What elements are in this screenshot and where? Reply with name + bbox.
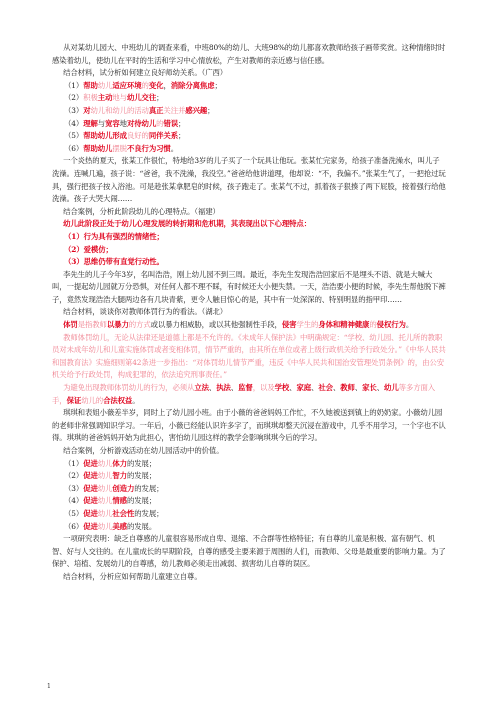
text-run: 幼儿交往 [126, 93, 157, 103]
text-run: 或以暴力相威胁，或以其他强制性手段， [150, 320, 282, 330]
item-number: （6） [64, 521, 84, 531]
text-run: ，以及 [252, 383, 275, 393]
text-run: 家长 [362, 383, 377, 393]
answer-item [52, 118, 446, 131]
answer-item [52, 458, 446, 471]
text-run: 的 [369, 320, 377, 330]
text-run: 幼儿和幼儿的活动 [90, 105, 149, 115]
question-1: 结合材料，试分析如何建立良好师幼关系。（广西） [63, 68, 228, 78]
case-paragraph-4: 教师体罚幼儿，无论从法律还是道德上都是不允许的。《未成年人保护法》中明确规定：“学校、幼儿园、托儿所的教职员对未成年幼儿和儿童实施体罚或者变相体罚，情节严重的，由其所在单位或者上级行政机关给予行政处分。”《中华人民共和国教育法》实施细则第42条进一步指出：“对体罚幼儿情节严重，违反《中华人民共和国治安管理处罚条例》的，由公安机关给予行政处罚，构成犯罪的，依法追究刑事责任。” [52, 332, 446, 380]
answer-item: （3）思维仍带有直觉行动性。 [64, 257, 164, 267]
answer-paragraph-3 [52, 319, 446, 332]
answer-item: （1）行为具有强烈的情绪性； [64, 231, 164, 241]
text-run: 、 [230, 383, 239, 393]
text-run: 促进 [83, 496, 98, 506]
text-run: 宽容 [105, 118, 120, 128]
text-run: 学生的 [296, 320, 319, 330]
text-run: 积极 [83, 93, 98, 103]
text-run: 体力 [112, 458, 127, 468]
text-run: 地与 [112, 93, 127, 103]
text-run: 错误 [163, 118, 179, 128]
text-run: ， [163, 80, 171, 90]
item-number: （3） [64, 105, 84, 115]
item-number: （2） [64, 471, 84, 481]
text-run: 促进 [83, 508, 98, 518]
text-run: 幼儿 [97, 521, 113, 531]
text-run: 家庭 [296, 383, 312, 393]
text-run: 为避免出现教师体罚幼儿的行为，必须从 [63, 383, 195, 393]
answer-item [52, 105, 446, 118]
text-run: 的发展。 [126, 521, 157, 531]
text-run: 监督 [238, 383, 253, 393]
text-run: 幼儿的 [81, 395, 104, 405]
text-run: 智力 [112, 471, 127, 481]
text-run: 学校 [274, 383, 290, 393]
text-run: 保证 [66, 395, 82, 405]
text-run: 帮助 [83, 80, 98, 90]
text-run: 情感 [112, 496, 127, 506]
text-run: 的发展； [134, 508, 164, 518]
item-number: （1） [64, 80, 84, 90]
text-run: 。 [405, 320, 414, 330]
text-run: 感兴趣 [185, 105, 208, 115]
case-paragraph-5: 琪琪和表姐小薇差半岁，同时上了幼儿园小班。由于小薇的爸爸妈妈工作忙，不久她被送到镇上的奶奶家。小薇幼儿园的老师非常强调知识学习。一年后，小薇已经能认识许多字了，而琪琪却整天沉浸在游戏中，几乎不用学习，一个字也不认得。琪琪的爸爸妈妈开始为此担心，害怕幼儿园这样的教学会影响琪琪今后的学习。 [52, 408, 446, 443]
text-run: ； [207, 105, 215, 115]
text-run: 关注并 [163, 105, 186, 115]
text-run: 消除分离焦虑 [170, 80, 215, 90]
text-run: 幼儿 [384, 383, 399, 393]
answer-item [52, 483, 446, 496]
text-run: 良好的 [126, 131, 149, 141]
text-run: 帮助幼儿 [83, 131, 113, 141]
text-run: 教师 [340, 383, 355, 393]
text-run: 身体和精神健康 [318, 320, 370, 330]
case-paragraph-3: 李先生的儿子今年3岁，名叫浩浩，刚上幼儿园不到三周。最近，李先生发现浩浩回家后不是埋头不语、就是大喊大叫，一提起幼儿园就万分恐惧，对任何人都不理不睬，有时候还大小便失禁。一天，浩浩要小便的时候，李先生帮他脱下裤子，竟然发现浩浩大腿两边各有几块青紫，更令人触目惊心的是，其中有一处深深的、特别明显的指甲印…… [52, 269, 446, 304]
text-run: 。 [132, 395, 140, 405]
text-run: 社会 [318, 383, 333, 393]
item-number: （5） [64, 131, 84, 141]
question-5: 结合案例，分析游戏活动在幼儿园活动中的价值。 [63, 446, 224, 455]
text-run: 促进 [83, 458, 98, 468]
answer-list-1 [52, 80, 446, 156]
answer-item [52, 521, 446, 534]
text-run: 、 [311, 383, 319, 393]
question-3: 结合材料，谈谈你对教师体罚行为的看法。（湖北） [63, 307, 228, 317]
text-run: 主动 [97, 93, 113, 103]
text-run: 促进 [83, 521, 98, 531]
text-run: 是指教师 [77, 320, 107, 330]
text-run: 、 [354, 383, 363, 393]
text-run: 促进 [83, 471, 98, 481]
text-run: 执法 [216, 383, 231, 393]
text-run: 的 [141, 80, 149, 90]
text-run: 幼儿 [97, 508, 113, 518]
text-run: 变化 [148, 80, 164, 90]
page-number: 1 [47, 683, 51, 690]
answer-heading-2: 幼儿此阶段正处于幼儿心理发展的转折期和危机期，其表现出以下心理特点： [63, 219, 311, 229]
text-run: 的发展； [126, 496, 157, 506]
answer-item [52, 143, 446, 156]
answer-item [52, 92, 446, 105]
text-run: 对 [83, 105, 91, 115]
item-number: （1） [64, 458, 84, 468]
item-number: （3） [64, 483, 84, 493]
answer-item [52, 130, 446, 143]
text-run: 幼儿 [97, 496, 113, 506]
text-run: 同伴关系 [148, 131, 178, 141]
text-run: ； [214, 80, 222, 90]
text-run: 以暴力 [106, 320, 129, 330]
text-run: 幼儿 [97, 80, 113, 90]
answer-item [52, 508, 446, 521]
text-run: ； [156, 93, 164, 103]
text-run: 的发展； [134, 483, 164, 493]
text-run: 、 [208, 383, 217, 393]
text-run: 真正 [148, 105, 164, 115]
item-number: （5） [64, 508, 84, 518]
answer-list-5 [52, 458, 446, 534]
text-run: 不良行为习惯 [126, 143, 171, 153]
text-run: 。 [170, 143, 178, 153]
text-run: 与 [97, 118, 106, 128]
answer-paragraph-4 [52, 382, 446, 407]
text-run: 幼儿 [97, 458, 113, 468]
text-run: 的 [156, 118, 164, 128]
case-paragraph-2: 一个炎热的夏天，张某工作很忙，特地给3岁的儿子买了一个玩具让他玩。张某忙完家务，给孩子准备洗澡水，叫儿子洗澡。连喊几遍，孩子说：“爸爸，我不洗澡，我没空。”爸爸给他讲道理，他却说：“不，我偏不。”张某生气了，一把抢过玩具，强行把孩子按入浴池。可是趁张某拿肥皂的时候，孩子跑走了。张某气不过，抓着孩子狠揍了两下屁股，接着强行给他洗澡。孩子大哭大闹…… [52, 156, 446, 204]
text-run: 体罚 [63, 320, 78, 330]
case-paragraph-6: 一项研究表明：缺乏自尊感的儿童很容易形成自卑、退缩、不合群等性格特征；有自尊的儿童是积极、富有朝气、机智、好与人交往的。在儿童成长的早期阶段，自尊的感受主要来源于周围的人们，而教师、父母是最重要的影响力量。为了保护、培植、发展幼儿的自尊感，幼儿教师必须走出减弱、损害幼儿自尊的误区。 [52, 534, 446, 569]
text-run: 、 [376, 383, 385, 393]
item-number: （2） [64, 93, 84, 103]
text-run: 的发展； [126, 471, 157, 481]
text-run: 社会性 [112, 508, 135, 518]
text-run: 形成 [112, 131, 127, 141]
text-run: ； [178, 118, 186, 128]
item-number: （4） [64, 118, 84, 128]
text-run: 合法权益 [103, 395, 133, 405]
text-run: 创造力 [112, 483, 135, 493]
question-6: 结合材料，分析应如何帮助儿童建立自尊。 [63, 571, 202, 581]
text-run: 美感 [112, 521, 127, 531]
question-2: 结合案例，分析此阶段幼儿的心理特点。（福建） [63, 206, 220, 216]
text-run: 侵害 [281, 320, 297, 330]
text-run: 侵权行为 [376, 320, 406, 330]
text-run: 地 [119, 118, 127, 128]
text-run: 、 [289, 383, 297, 393]
text-run: 的发展； [126, 458, 157, 468]
item-number: （6） [64, 143, 84, 153]
text-run: 、 [332, 383, 341, 393]
text-run: ； [178, 131, 186, 141]
text-run: 对待幼儿 [126, 118, 157, 128]
text-run: 适应环境 [112, 80, 142, 90]
answer-item [52, 470, 446, 483]
answer-item [52, 495, 446, 508]
text-run: 理解 [83, 118, 98, 128]
answer-item [52, 80, 446, 93]
text-run: 摆脱 [112, 143, 127, 153]
text-run: 幼儿 [97, 483, 113, 493]
text-run: 幼儿 [97, 471, 113, 481]
text-run: 立法 [194, 383, 209, 393]
text-run: 促进 [83, 483, 98, 493]
item-number: （4） [64, 496, 84, 506]
text-run: 的方式 [128, 320, 151, 330]
answer-item: （2）爱模仿； [64, 244, 113, 254]
case-paragraph-1: 从对某幼儿园大、中班幼儿的调查来看，中班80%的幼儿、大班98%的幼儿都喜欢教师给孩子画带奖赏。这种情绪时时感染着幼儿，使幼儿在平时的生活和学习中心情放松，产生对教师的亲近感与信任感。 [52, 43, 446, 65]
text-run: 帮助幼儿 [83, 143, 113, 153]
text-run: 等多方面入手， [52, 383, 436, 405]
